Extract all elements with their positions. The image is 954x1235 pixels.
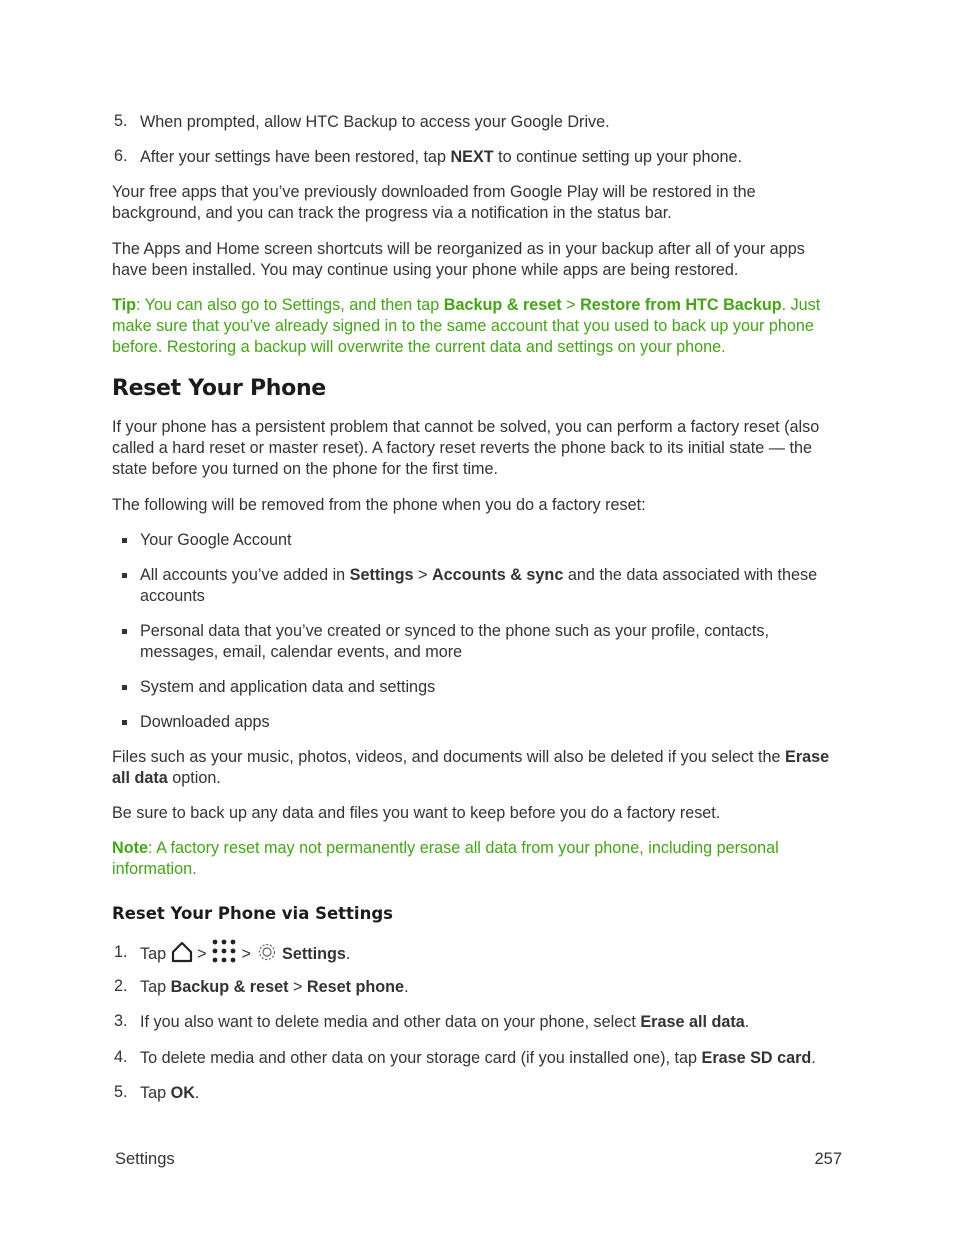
step-bold-term: Backup & reset (170, 978, 289, 996)
step-text (140, 1083, 844, 1104)
step-bold-term: NEXT (450, 148, 494, 166)
step-text (140, 112, 844, 133)
step-number: 4. (114, 1048, 128, 1066)
note-text: : A factory reset may not permanently erase all data from your phone, including personal information. (112, 839, 779, 878)
subsection-title: Reset Your Phone via Settings (112, 904, 393, 923)
step-number: 5. (114, 1083, 128, 1101)
step-number: 1. (114, 943, 128, 961)
footer-section-name: Settings (115, 1150, 175, 1168)
step-text-part: . (404, 978, 409, 996)
list-item: Personal data that you’ve created or synced to the phone such as your profile, contacts, messages, email, calendar events, and more (140, 622, 769, 661)
tip-label: Tip (112, 296, 136, 314)
tip-bold-term: Restore from HTC Backup (580, 296, 782, 314)
list-item: System and application data and settings (140, 678, 436, 696)
step-bold-term: Erase SD card (701, 1049, 812, 1067)
settings-gear-icon (256, 941, 278, 972)
tip-separator: > (561, 296, 581, 314)
step-bold-term: Settings (282, 945, 346, 963)
list-item-text: All accounts you’ve added in (140, 566, 350, 584)
list-item: Downloaded apps (140, 713, 270, 731)
tip-text: : You can also go to Settings, and then tap (135, 296, 444, 314)
bullet-marker (122, 573, 127, 578)
paragraph-backup: Be sure to back up any data and files you want to keep before you do a factory reset. (112, 804, 721, 822)
step-text (140, 939, 844, 972)
step-separator: > (237, 945, 256, 963)
footer-page-number: 257 (814, 1150, 842, 1168)
step-separator: > (192, 945, 212, 963)
step-text-part: After your settings have been restored, tap (140, 148, 451, 166)
tip-bold-term: Backup & reset (443, 296, 562, 314)
step-text-part: To delete media and other data on your storage card (if you installed one), tap (140, 1049, 702, 1067)
list-item-bold: Settings (349, 566, 414, 584)
home-icon (171, 941, 193, 972)
list-item: Your Google Account (140, 531, 292, 549)
bullet-marker (122, 629, 127, 634)
note-label: Note (112, 839, 148, 857)
list-item-text: and the data associated with these accounts (140, 566, 818, 605)
bullet-marker (122, 720, 127, 725)
step-text-part: . (194, 1084, 200, 1102)
step-number: 2. (114, 977, 128, 995)
paragraph-free-apps: Your free apps that you’ve previously downloaded from Google Play will be restored in the background, and you can track the progress via a notification in the status bar. (112, 183, 756, 222)
paragraph-shortcuts: The Apps and Home screen shortcuts will be reorganized as in your backup after all of your apps have been installed. You may continue using your phone while apps are being restored. (112, 240, 805, 279)
step-text-part: to continue setting up your phone. (493, 148, 743, 166)
step-number: 5. (114, 112, 128, 130)
tip-text: . Just make sure that you’ve already signed in to the same account that you used to back up your phone before. Restoring a backup will overwrite the current data and settings on your phone. (112, 296, 821, 356)
step-text-part: . (744, 1013, 750, 1031)
list-item-bold: Accounts & sync (431, 566, 564, 584)
bullet-marker (122, 685, 127, 690)
list-item-separator: > (413, 566, 432, 584)
step-text (140, 147, 844, 168)
step-text-part: If you also want to delete media and other data on your phone, select (140, 1013, 641, 1031)
paragraph-intro: If your phone has a persistent problem that cannot be solved, you can perform a factory reset (also called a hard reset or master reset). A factory reset reverts the phone back to its initial state — the state before you turned on the phone for the first time. (112, 418, 820, 478)
step-bold-term: Reset phone (306, 978, 405, 996)
bullet-marker (122, 538, 127, 543)
step-text (140, 977, 844, 998)
paragraph-text: option. (167, 769, 221, 787)
step-text-part: When prompted, allow HTC Backup to access your Google Drive. (140, 113, 610, 131)
step-text (140, 1012, 844, 1033)
step-text-part: Tap (140, 1084, 171, 1102)
paragraph-text: Files such as your music, photos, videos, and documents will also be deleted if you select the (112, 748, 786, 766)
step-text-part: . (345, 945, 351, 963)
step-bold-term: OK (170, 1084, 195, 1102)
paragraph-bold: Erase all data (112, 748, 830, 787)
step-text-part: Tap (140, 978, 171, 996)
step-number: 6. (114, 147, 128, 165)
paragraph-files (112, 747, 844, 789)
apps-grid-icon (211, 939, 237, 972)
section-title: Reset Your Phone (112, 376, 326, 401)
step-bold-term: Erase all data (640, 1013, 745, 1031)
step-text (140, 1048, 854, 1069)
step-separator: > (288, 978, 307, 996)
step-number: 3. (114, 1012, 128, 1030)
step-text-part: Tap (140, 945, 171, 963)
step-text-part: . (811, 1049, 816, 1067)
tip-callout (112, 295, 844, 358)
paragraph-removed: The following will be removed from the phone when you do a factory reset: (112, 496, 646, 514)
note-callout (112, 838, 844, 880)
list-item (140, 565, 844, 607)
